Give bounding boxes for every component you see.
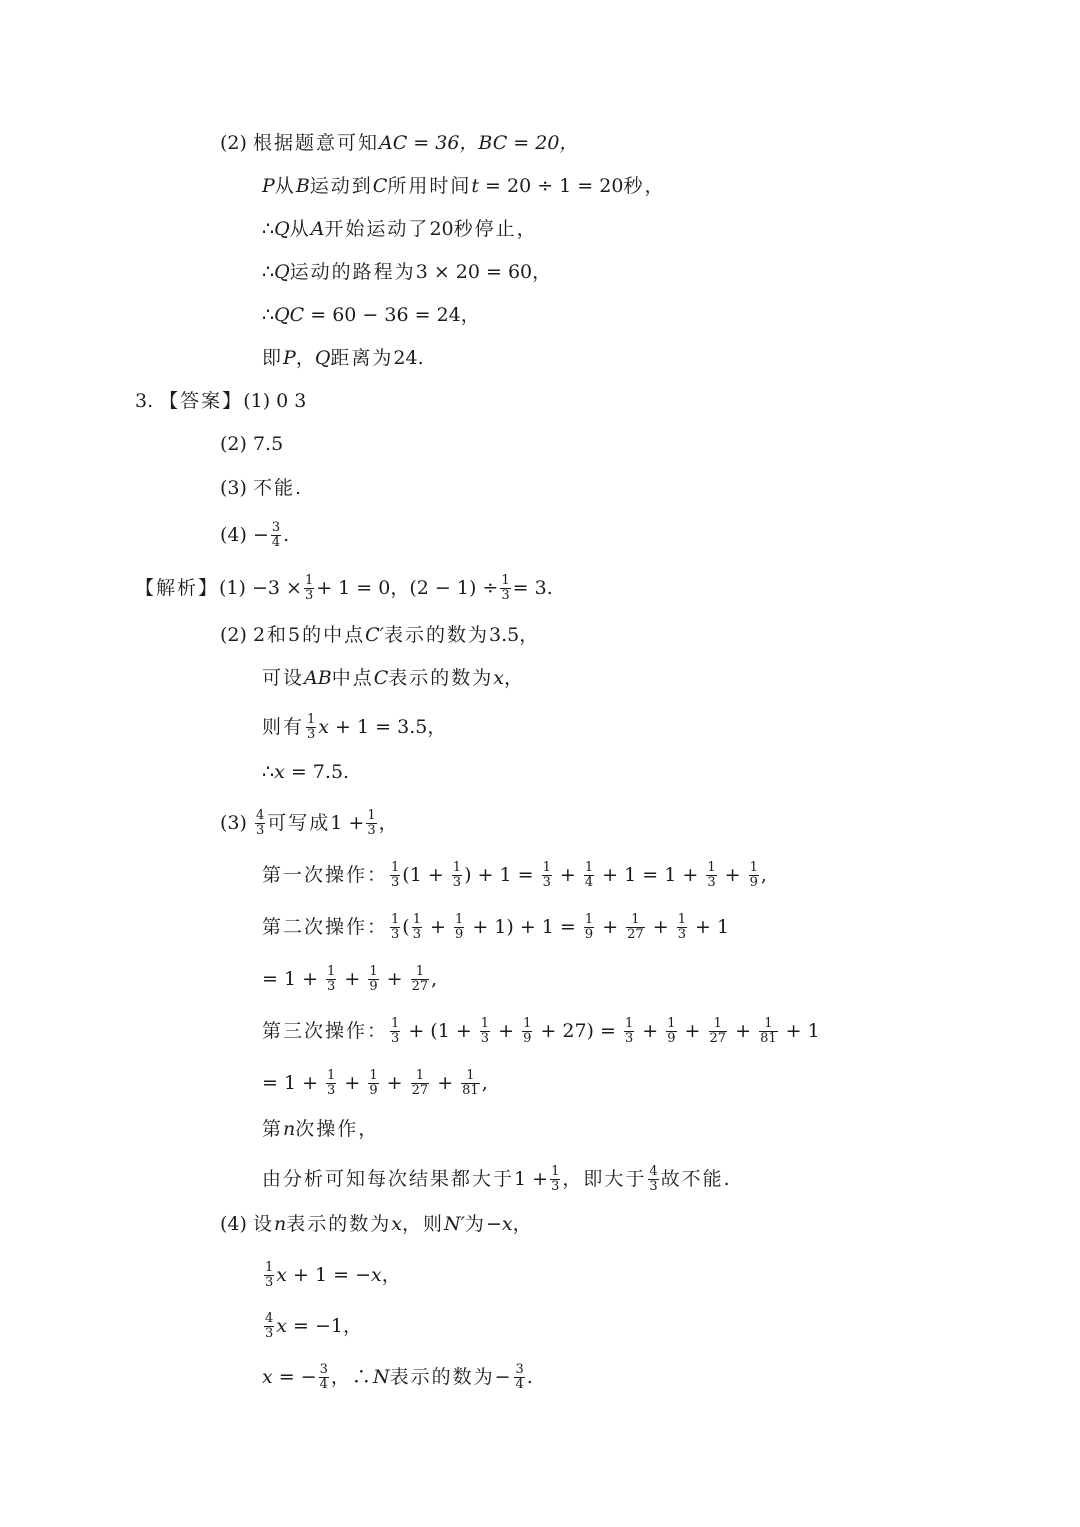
fraction: $\frac{1}{3}$ bbox=[391, 1016, 400, 1046]
fraction: $\frac{1}{9}$ bbox=[667, 1016, 676, 1046]
analysis-p2-line-2: 可设AB中点C表示的数为x， bbox=[262, 667, 524, 689]
q3-answer-4: (4) − $\frac{3}{4}$ . bbox=[220, 520, 290, 550]
analysis-p4-line-1: (4) 设n表示的数为x，则N′为−x， bbox=[220, 1213, 532, 1235]
fraction: $\frac{1}{4}$ bbox=[584, 860, 594, 890]
fraction: $\frac{1}{3}$ bbox=[707, 860, 716, 890]
fraction: $\frac{1}{27}$ bbox=[411, 964, 429, 994]
math-expression: $\frac{1}{3}$ ( $\frac{1}{3}$ + $\frac{1}{9}$ + 1) + 1 = $\frac{1}{9}$ + $\frac{1}{27}$ + $\frac{1}{3}$ + 1 bbox=[391, 912, 730, 942]
fraction: $\frac{1}{9}$ bbox=[523, 1016, 532, 1046]
fraction: $\frac{1}{81}$ bbox=[760, 1016, 777, 1046]
q3-answer-heading: 3. 【答案】(1) 0 3 bbox=[135, 390, 307, 412]
math-expression: = 1 + $\frac{1}{3}$ + $\frac{1}{9}$ + $\frac{1}{27}$ + $\frac{1}{81}$ , bbox=[262, 1068, 488, 1098]
analysis-p4-line-2: $\frac{1}{3}$ x + 1 = −x， bbox=[265, 1260, 401, 1290]
math-expression: $\frac{1}{3}$ (1 + $\frac{1}{3}$ ) + 1 = $\frac{1}{3}$ + $\frac{1}{4}$ + 1 = 1 + $\frac{1}{3}$ + $\frac{1}{9}$ , bbox=[391, 860, 767, 890]
q2-line-4: ∴Q运动的路程为3 × 20 = 60， bbox=[262, 261, 552, 283]
q2-line-3: ∴Q从A开始运动了20秒停止， bbox=[262, 218, 538, 240]
analysis-p2-line-1: (2) 2和5的中点C′表示的数为3.5， bbox=[220, 624, 539, 646]
fraction: $\frac{1}{3}$ bbox=[677, 912, 686, 942]
analysis-p2-line-4: ∴x = 7.5. bbox=[262, 761, 350, 783]
q2-line-2: P从B运动到C所用时间t = 20 ÷ 1 = 20秒， bbox=[262, 175, 666, 197]
fraction: $\frac{1}{27}$ bbox=[411, 1068, 429, 1098]
analysis-line-1: 【解析】(1) −3 × $\frac{1}{3}$ + 1 = 0，(2 − 1) ÷ $\frac{1}{3}$ = 3. bbox=[135, 573, 553, 603]
math-expression: = 1 + $\frac{1}{3}$ + $\frac{1}{9}$ + $\frac{1}{27}$ , bbox=[262, 964, 438, 994]
fraction: $\frac{1}{3}$ bbox=[624, 1016, 634, 1046]
analysis-p4-line-4: x = − $\frac{3}{4}$ ，∴N表示的数为− $\frac{3}{4}$ . bbox=[262, 1362, 533, 1392]
fraction: $\frac{1}{3}$ bbox=[391, 860, 400, 890]
fraction: $\frac{1}{3}$ bbox=[542, 860, 551, 890]
fraction: $\frac{1}{81}$ bbox=[462, 1068, 479, 1098]
math-expression: $\frac{1}{3}$ + (1 + $\frac{1}{3}$ + $\frac{1}{9}$ + 27) = $\frac{1}{3}$ + $\frac{1}{9}$ + $\frac{1}{27}$ + $\frac{1}{81}$ + 1 bbox=[391, 1016, 820, 1046]
analysis-p3-line-6 bbox=[262, 1070, 488, 1098]
fraction: $\frac{1}{3}$ bbox=[327, 1068, 336, 1098]
fraction: $\frac{1}{3}$ bbox=[327, 964, 336, 994]
fraction: $\frac{1}{27}$ bbox=[709, 1016, 727, 1046]
fraction: $\frac{1}{3}$ bbox=[480, 1016, 490, 1046]
q3-answer-2: (2) 7.5 bbox=[220, 433, 284, 455]
fraction: $\frac{1}{9}$ bbox=[455, 912, 464, 942]
fraction: $\frac{1}{9}$ bbox=[369, 964, 378, 994]
analysis-p3-line-7: 第n次操作， bbox=[262, 1118, 380, 1140]
analysis-p4-line-3: $\frac{4}{3}$ x = −1， bbox=[265, 1311, 363, 1341]
analysis-p3-line-8: 由分析可知每次结果都大于1 + $\frac{1}{3}$ ，即大于 $\frac{4}{3}$ 故不能. bbox=[262, 1164, 732, 1194]
analysis-p3-line-5: 第三次操作： $\frac{1}{3}$ + (1 + $\frac{1}{3}$ + $\frac{1}{9}$ + 27) = $\frac{1}{3}$ + $\frac{1}{9}$ + $\frac{1}{27}$ + $\frac{1}{81}$ + 1 bbox=[262, 1016, 820, 1046]
fraction: $\frac{3}{4}$ bbox=[271, 520, 281, 550]
fraction: $\frac{1}{3}$ bbox=[412, 912, 421, 942]
q2-line-1: (2) 根据题意可知AC = 36，BC = 20， bbox=[220, 132, 579, 154]
analysis-p2-line-3: 则有 $\frac{1}{3}$ x + 1 = 3.5， bbox=[262, 712, 447, 742]
fraction: $\frac{1}{9}$ bbox=[369, 1068, 378, 1098]
fraction: $\frac{1}{3}$ bbox=[452, 860, 462, 890]
fraction: $\frac{1}{9}$ bbox=[749, 860, 758, 890]
analysis-p3-line-3: 第二次操作： $\frac{1}{3}$ ( $\frac{1}{3}$ + $\frac{1}{9}$ + 1) + 1 = $\frac{1}{9}$ + $\frac{1}{27}$ + $\frac{1}{3}$ + 1 bbox=[262, 912, 730, 942]
analysis-p3-line-2: 第一次操作： $\frac{1}{3}$ (1 + $\frac{1}{3}$ ) + 1 = $\frac{1}{3}$ + $\frac{1}{4}$ + 1 = 1 + $\frac{1}{3}$ + $\frac{1}{9}$ , bbox=[262, 860, 767, 890]
analysis-p3-line-1: (3) $\frac{4}{3}$ 可写成1 + $\frac{1}{3}$ ， bbox=[220, 808, 398, 838]
q3-answer-3: (3) 不能. bbox=[220, 477, 303, 499]
fraction: $\frac{1}{9}$ bbox=[584, 912, 594, 942]
fraction: $\frac{1}{3}$ bbox=[391, 912, 400, 942]
q2-line-5: ∴QC = 60 − 36 = 24， bbox=[262, 304, 480, 326]
analysis-p3-line-4 bbox=[262, 966, 437, 994]
fraction: $\frac{1}{27}$ bbox=[627, 912, 644, 942]
q2-line-6: 即P，Q距离为24. bbox=[262, 347, 424, 369]
